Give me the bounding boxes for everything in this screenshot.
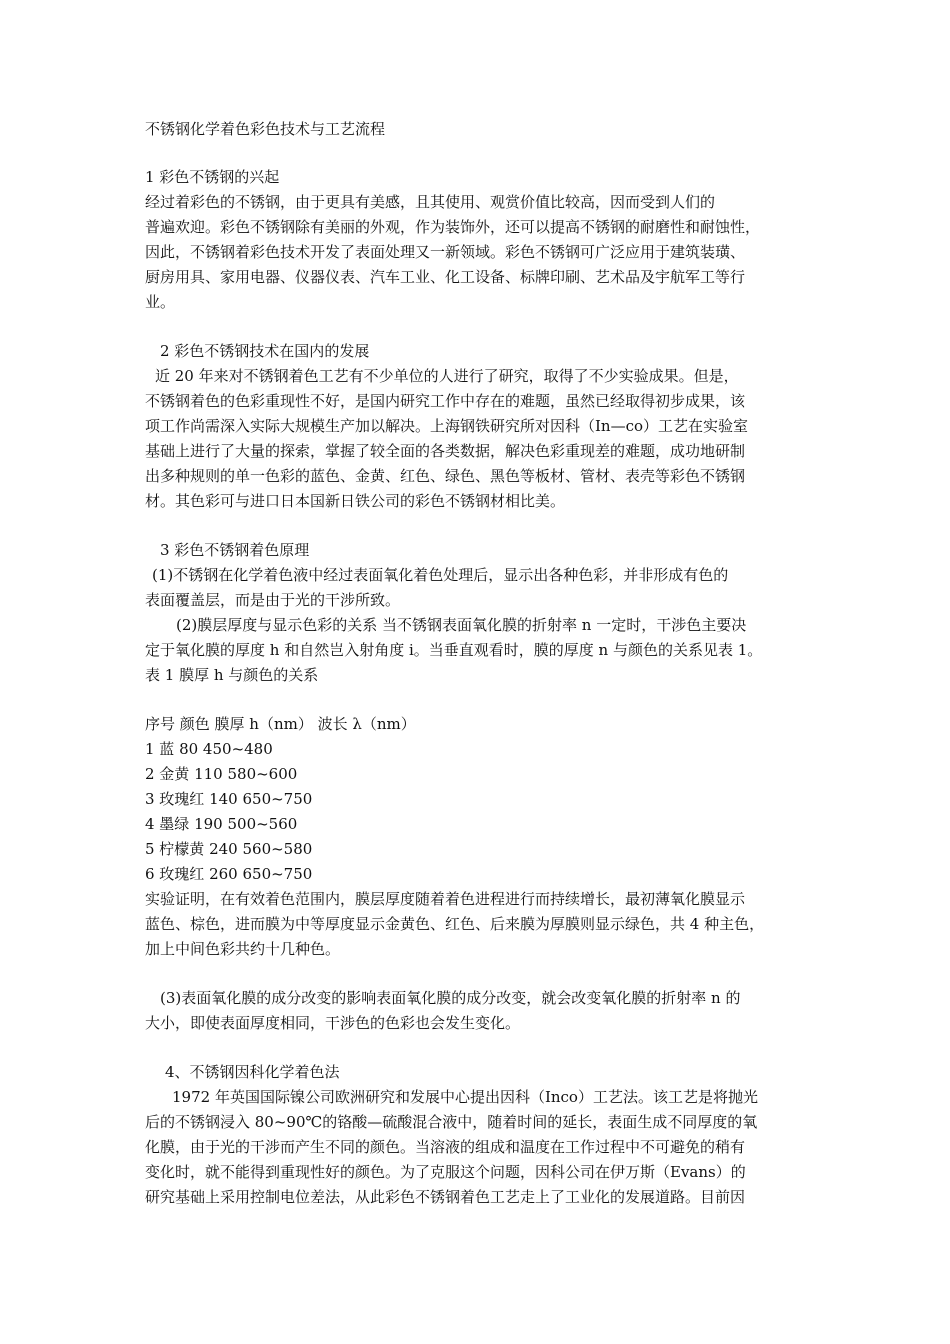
section-3-paragraph-4-line: (3)表面氧化膜的成分改变的影响表面氧化膜的成分改变，就会改变氧化膜的折射率 n 的 xyxy=(160,989,741,1007)
section-3-paragraph-1-line: (1)不锈钢在化学着色液中经过表面氧化着色处理后，显示出各种色彩，并非形成有色的 xyxy=(152,566,729,584)
section-4-line: 化膜，由于光的干涉而产生不同的颜色。当溶液的组成和温度在工作过程中不可避免的稍有 xyxy=(145,1138,746,1156)
table-row: 5 柠檬黄 240 560~580 xyxy=(145,840,313,858)
section-4-line: 1972 年英国国际镍公司欧洲研究和发展中心提出因科（Inco）工艺法。该工艺是将抛光 xyxy=(172,1088,758,1106)
section-3-paragraph-3-line: 加上中间色彩共约十几种色。 xyxy=(145,940,341,958)
section-2-line: 不锈钢着色的色彩重现性不好，是国内研究工作中存在的难题，虽然已经取得初步成果，该 xyxy=(145,392,746,410)
table-header: 序号 颜色 膜厚 h（nm） 波长 λ（nm） xyxy=(145,715,416,733)
table-row: 4 墨绿 190 500~560 xyxy=(145,815,298,833)
table-row: 2 金黄 110 580~600 xyxy=(145,765,298,783)
section-4-line: 研究基础上采用控制电位差法，从此彩色不锈钢着色工艺走上了工业化的发展道路。目前因 xyxy=(145,1188,746,1206)
table-row: 6 玫瑰红 260 650~750 xyxy=(145,865,313,883)
section-4-heading: 4、不锈钢因科化学着色法 xyxy=(165,1063,340,1081)
section-3-paragraph-4-line: 大小，即使表面厚度相同，干涉色的色彩也会发生变化。 xyxy=(145,1014,521,1032)
section-2-line: 基础上进行了大量的探索，掌握了较全面的各类数据，解决色彩重现差的难题，成功地研制 xyxy=(145,442,746,460)
section-1-line: 因此，不锈钢着彩色技术开发了表面处理又一新领域。彩色不锈钢可广泛应用于建筑装璜、 xyxy=(145,243,746,261)
document-title: 不锈钢化学着色彩色技术与工艺流程 xyxy=(145,120,386,138)
section-1-line: 业。 xyxy=(145,293,176,311)
section-3-paragraph-2-line: 定于氧化膜的厚度 h 和自然岂入射角度 i。当垂直观看时，膜的厚度 n 与颜色的关系见表 1。 xyxy=(145,641,763,659)
section-2-line: 项工作尚需深入实际大规模生产加以解决。上海钢铁研究所对因科（In—co）工艺在实验室 xyxy=(145,417,749,435)
section-4-line: 后的不锈钢浸入 80~90℃的铬酸—硫酸混合液中，随着时间的延长，表面生成不同厚度的氧 xyxy=(145,1113,758,1131)
section-1-line: 经过着彩色的不锈钢，由于更具有美感，且其使用、观赏价值比较高，因而受到人们的 xyxy=(145,193,716,211)
table-row: 1 蓝 80 450~480 xyxy=(145,740,273,758)
table-caption: 表 1 膜厚 h 与颜色的关系 xyxy=(145,666,319,684)
section-2-line: 出多种规则的单一色彩的蓝色、金黄、红色、绿色、黑色等板材、管材、表壳等彩色不锈钢 xyxy=(145,467,746,485)
section-1-line: 普遍欢迎。彩色不锈钢除有美丽的外观，作为装饰外，还可以提高不锈钢的耐磨性和耐蚀性， xyxy=(145,218,761,236)
section-3-paragraph-3-line: 蓝色、棕色，进而膜为中等厚度显示金黄色、红色、后来膜为厚膜则显示绿色，共 4 种主色， xyxy=(145,915,765,933)
section-3-heading: 3 彩色不锈钢着色原理 xyxy=(160,541,310,559)
section-3-paragraph-2-line: (2)膜层厚度与显示色彩的关系 当不锈钢表面氧化膜的折射率 n 一定时，干涉色主要决 xyxy=(176,616,747,634)
section-4-line: 变化时，就不能得到重现性好的颜色。为了克服这个问题，因科公司在伊万斯（Evans）的 xyxy=(145,1163,746,1181)
table-row: 3 玫瑰红 140 650~750 xyxy=(145,790,313,808)
section-3-paragraph-1-line: 表面覆盖层，而是由于光的干涉所致。 xyxy=(145,591,401,609)
section-1-line: 厨房用具、家用电器、仪器仪表、汽车工业、化工设备、标牌印刷、艺术品及宇航军工等行 xyxy=(145,268,746,286)
section-2-line: 近 20 年来对不锈钢着色工艺有不少单位的人进行了研究，取得了不少实验成果。但是， xyxy=(155,367,739,385)
section-2-heading: 2 彩色不锈钢技术在国内的发展 xyxy=(160,342,370,360)
section-2-line: 材。其色彩可与进口日本国新日铁公司的彩色不锈钢材相比美。 xyxy=(145,492,566,510)
section-1-heading: 1 彩色不锈钢的兴起 xyxy=(145,168,280,186)
section-3-paragraph-3-line: 实验证明，在有效着色范围内，膜层厚度随着着色进程进行而持续增长，最初薄氧化膜显示 xyxy=(145,890,746,908)
